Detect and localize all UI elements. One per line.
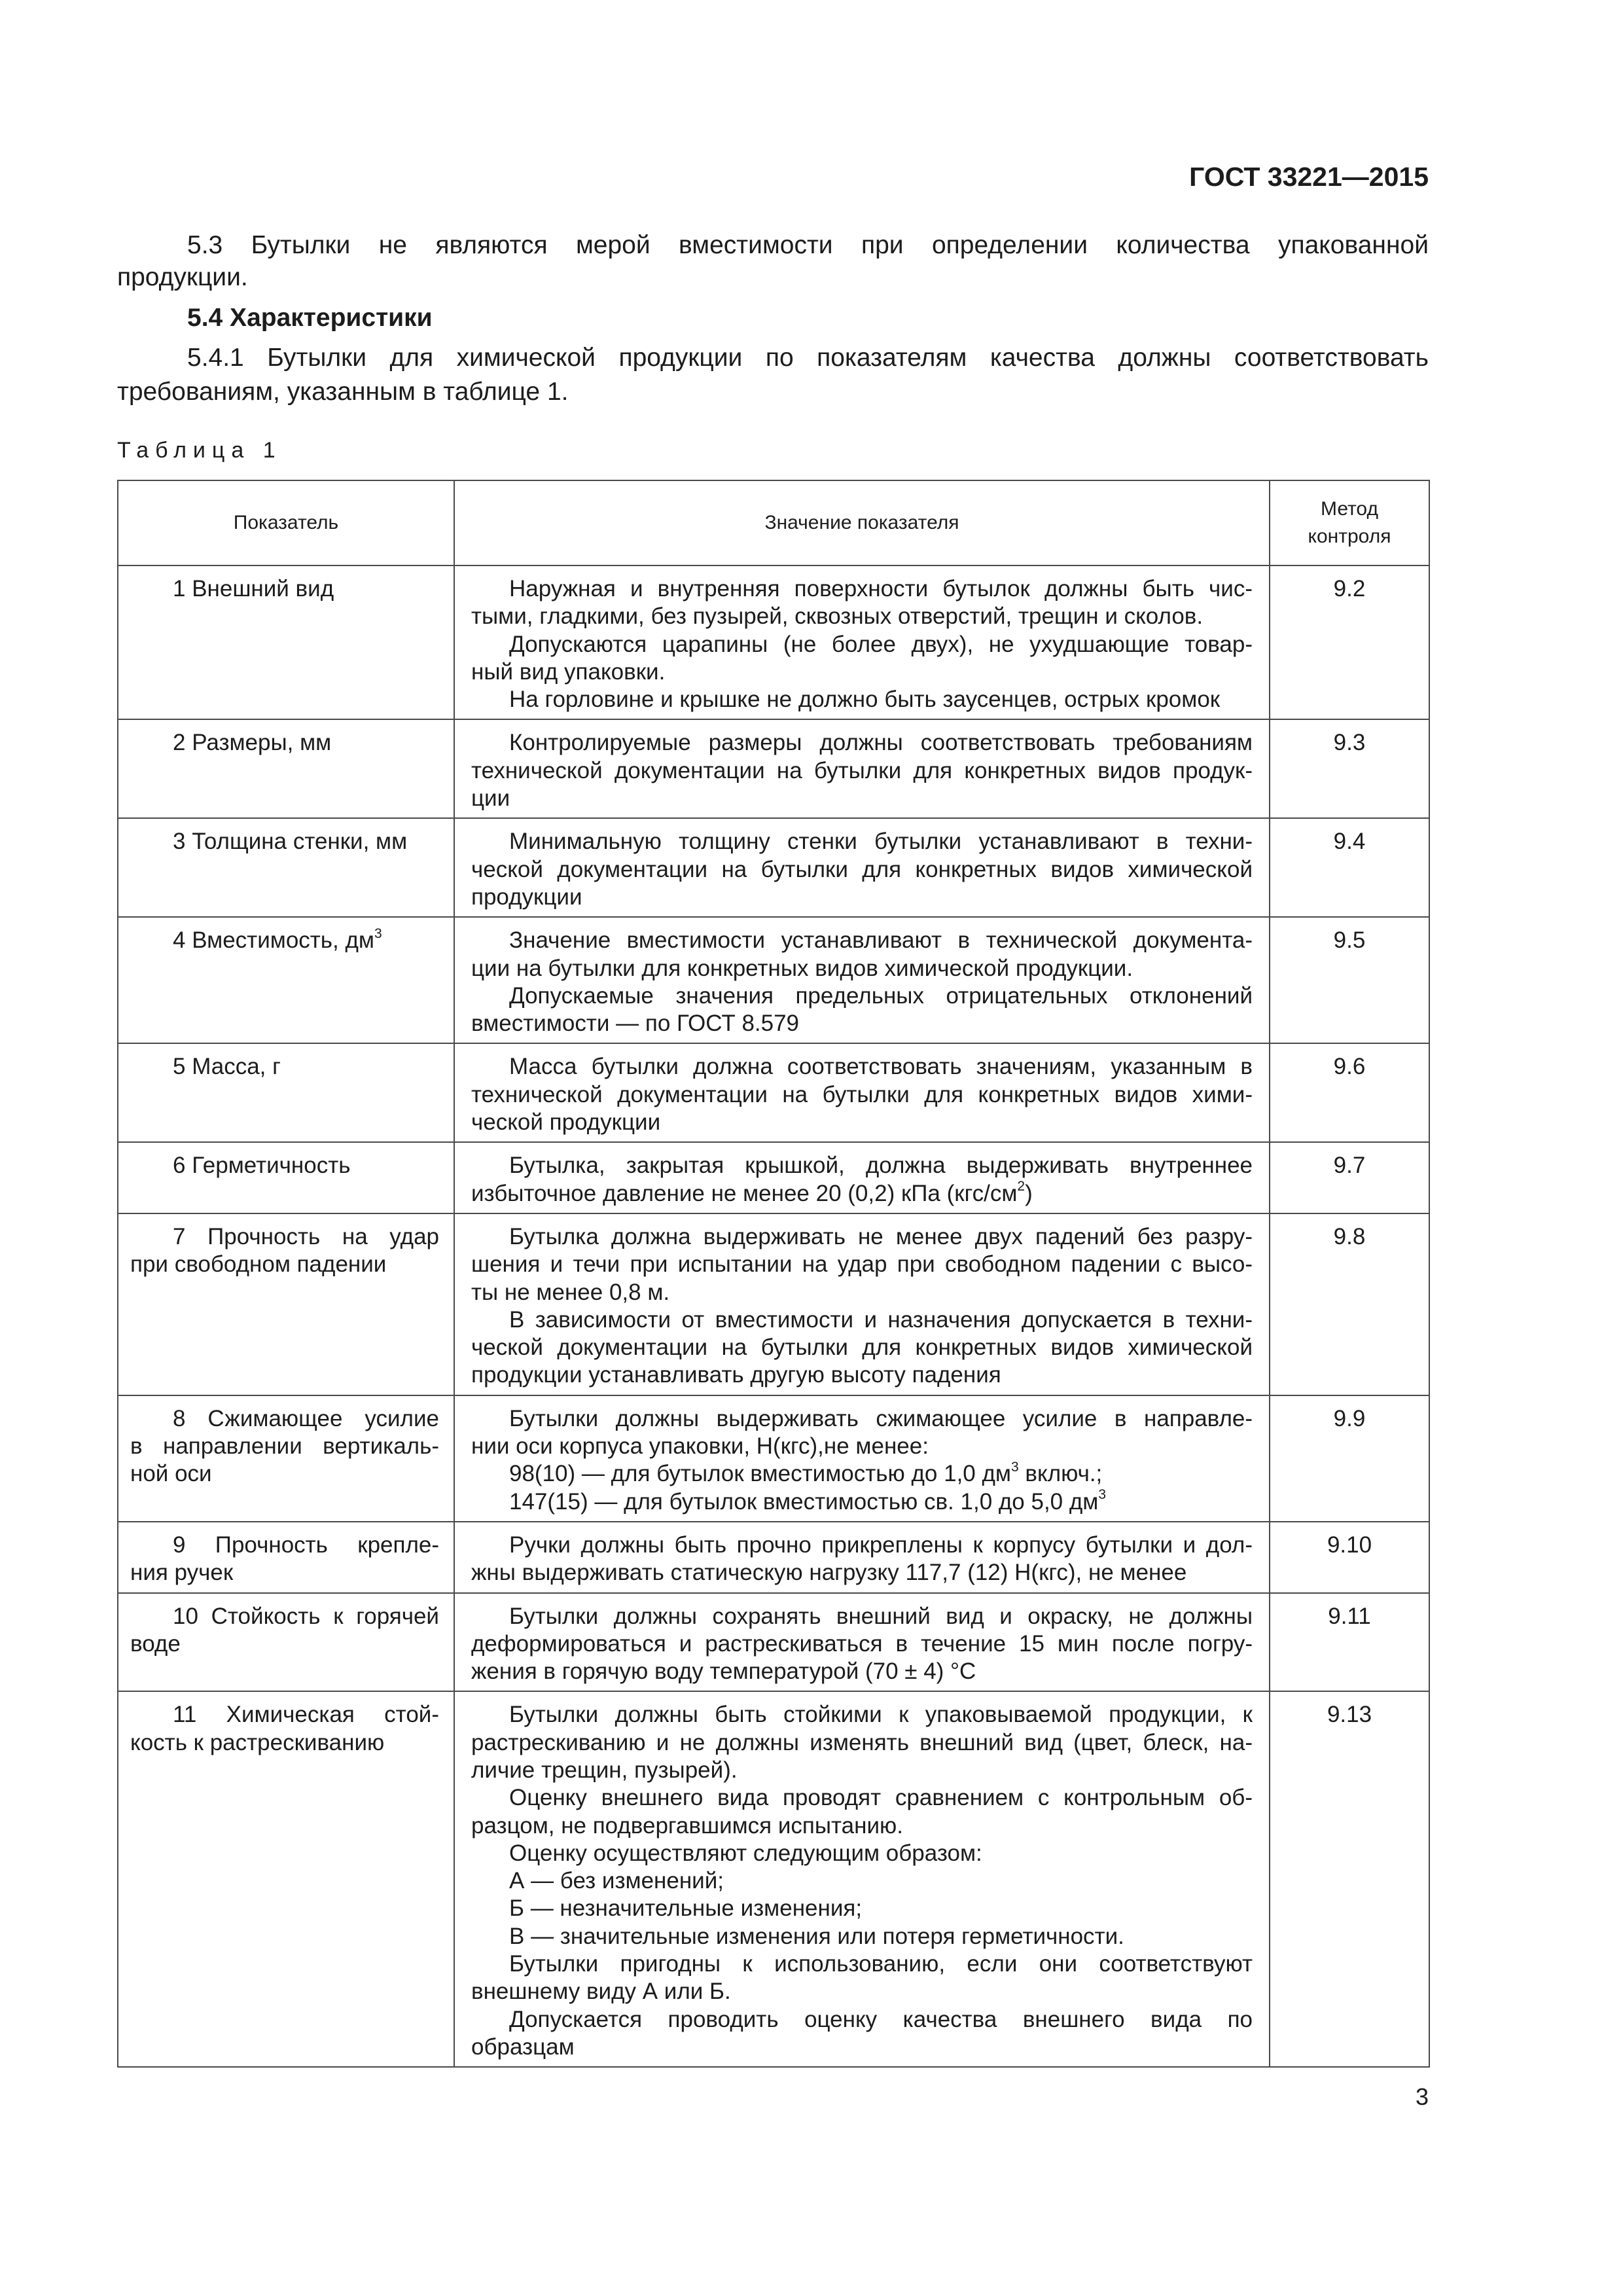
- table-row: [118, 1043, 1429, 1142]
- cell-paragraph: [130, 1223, 439, 1279]
- cell-line: ческой документации на бутылки для конкретных видов химической: [471, 856, 1253, 882]
- cell-line: Значение вместимости устанавливают в технической документа-: [509, 927, 1253, 954]
- cell-paragraph: [471, 927, 1253, 982]
- paragraph-5-3: [117, 229, 1429, 293]
- cell-paragraph: [471, 1603, 1253, 1686]
- table-1: [117, 480, 1430, 2068]
- table-row: [118, 1593, 1429, 1692]
- cell-line: ции: [471, 785, 510, 812]
- line-segment: 147(15) — для бутылок вместимостью св. 1,0 до 5,0 дм: [509, 1488, 1099, 1515]
- method-cell: 9.2: [1270, 565, 1429, 719]
- table-row: [118, 818, 1429, 917]
- cell-line: Бутылка должна выдерживать не менее двух падений без разру-: [509, 1223, 1253, 1249]
- cell-line: продукции устанавливать другую высоту падения: [471, 1362, 1001, 1388]
- paragraph-5-4-1: [117, 341, 1429, 409]
- indicator-cell: [118, 719, 454, 818]
- cell-line: образцам: [471, 2034, 575, 2060]
- cell-paragraph: [471, 1701, 1253, 1784]
- cell-line: Оценку осуществляют следующим образом:: [509, 1840, 982, 1866]
- cell-paragraph: [471, 729, 1253, 812]
- table-body: [118, 565, 1429, 2067]
- cell-line: Допускается проводить оценку качества внешнего вида по: [509, 2006, 1253, 2032]
- cell-line: [130, 927, 439, 954]
- superscript: 3: [374, 925, 382, 941]
- cell-line: при свободном падении: [130, 1251, 387, 1278]
- line-segment: 4 Вместимость, дм: [173, 927, 374, 954]
- cell-line: воде: [130, 1630, 181, 1657]
- value-cell: [454, 1395, 1270, 1522]
- cell-paragraph: [471, 1950, 1253, 2006]
- page-number: 3: [1415, 2083, 1429, 2110]
- method-cell: 9.11: [1270, 1593, 1429, 1692]
- cell-paragraph: [130, 1532, 439, 1587]
- cell-paragraph: [130, 927, 439, 954]
- table-row: [118, 719, 1429, 818]
- cell-paragraph: [130, 1405, 439, 1488]
- cell-line: А — без изменений;: [509, 1868, 724, 1894]
- line-segment: избыточное давление не менее 20 (0,2) кПа (кгс/см: [471, 1180, 1018, 1206]
- table-row: [118, 1395, 1429, 1522]
- cell-line: продукции: [471, 884, 582, 910]
- cell-paragraph: [471, 1840, 1253, 1867]
- table-head: [118, 480, 1429, 565]
- cell-line: нии оси корпуса упаковки, Н(кгс),не менее:: [471, 1433, 929, 1460]
- cell-line: Б — незначительные изменения;: [509, 1895, 863, 1922]
- cell-paragraph: [471, 1405, 1253, 1461]
- line-segment: 98(10) — для бутылок вместимостью до 1,0 дм: [509, 1461, 1011, 1487]
- cell-line: 6 Герметичность: [173, 1153, 351, 1179]
- header-method-line: Метод: [1321, 498, 1378, 520]
- cell-line: Минимальную толщину стенки бутылки устанавливают в техни-: [509, 829, 1253, 855]
- cell-line: В — значительные изменения или потеря герметичности.: [509, 1923, 1124, 1949]
- cell-line: кость к растрескиванию: [130, 1729, 385, 1755]
- cell-paragraph: [471, 631, 1253, 687]
- header-method: [1270, 480, 1429, 565]
- cell-line: разцом, не подвергавшимся испытанию.: [471, 1812, 903, 1839]
- value-cell: [454, 1691, 1270, 2067]
- cell-line: Бутылки должны выдерживать сжимающее усилие в направле-: [509, 1405, 1253, 1431]
- cell-line: личие трещин, пузырей).: [471, 1757, 738, 1783]
- cell-paragraph: [471, 575, 1253, 631]
- cell-line: ной оси: [130, 1461, 212, 1487]
- indicator-cell: [118, 917, 454, 1043]
- cell-paragraph: [130, 1053, 439, 1081]
- cell-paragraph: [471, 982, 1253, 1038]
- cell-line: 10 Стойкость к горячей: [173, 1603, 439, 1629]
- indicator-cell: [118, 1593, 454, 1692]
- cell-paragraph: [471, 686, 1253, 713]
- cell-line: 5 Масса, г: [173, 1054, 281, 1080]
- method-cell: 9.3: [1270, 719, 1429, 818]
- indicator-cell: [118, 1522, 454, 1593]
- cell-line: тыми, гладкими, без пузырей, сквозных отверстий, трещин и сколов.: [471, 603, 1204, 630]
- cell-line: Масса бутылки должна соответствовать значениям, указанным в: [509, 1054, 1253, 1080]
- table-row: [118, 1142, 1429, 1213]
- cell-line: жения в горячую воду температурой (70 ± 4) °С: [471, 1659, 976, 1685]
- cell-line: В зависимости от вместимости и назначения допускается в техни-: [509, 1306, 1253, 1333]
- cell-line: Бутылка, закрытая крышкой, должна выдерживать внутреннее: [509, 1153, 1253, 1179]
- value-cell: [454, 565, 1270, 719]
- cell-paragraph: [471, 1895, 1253, 1922]
- cell-line: На горловине и крышке не должно быть заусенцев, острых кромок: [509, 687, 1221, 713]
- value-cell: [454, 1213, 1270, 1395]
- cell-line: 7 Прочность на удар: [173, 1223, 439, 1249]
- cell-line: жны выдерживать статическую нагрузку 117,7 (12) Н(кгс), не менее: [471, 1560, 1187, 1586]
- cell-paragraph: [471, 828, 1253, 911]
- cell-line: Ручки должны быть прочно прикреплены к корпусу бутылки и дол-: [509, 1532, 1253, 1558]
- value-cell: [454, 818, 1270, 917]
- cell-line: 2 Размеры, мм: [173, 730, 332, 756]
- table-header-row: [118, 480, 1429, 565]
- indicator-cell: [118, 818, 454, 917]
- cell-line: ты не менее 0,8 м.: [471, 1279, 670, 1305]
- cell-paragraph: [471, 1306, 1253, 1390]
- cell-line: шения и течи при испытании на удар при свободном падении с высо-: [471, 1251, 1253, 1278]
- header-method-line: контроля: [1308, 526, 1391, 547]
- cell-paragraph: [471, 1223, 1253, 1306]
- method-cell: 9.13: [1270, 1691, 1429, 2067]
- cell-line: вместимости — по ГОСТ 8.579: [471, 1011, 800, 1037]
- table-row: [118, 1522, 1429, 1593]
- cell-paragraph: [130, 1603, 439, 1659]
- method-cell: 9.5: [1270, 917, 1429, 1043]
- line-segment: включ.;: [1018, 1461, 1103, 1487]
- cell-line: ческой продукции: [471, 1109, 661, 1136]
- cell-line: ный вид упаковки.: [471, 658, 666, 685]
- method-cell: 9.7: [1270, 1142, 1429, 1213]
- indicator-cell: [118, 1043, 454, 1142]
- method-cell: 9.8: [1270, 1213, 1429, 1395]
- superscript: 3: [1010, 1459, 1019, 1475]
- indicator-cell: [118, 565, 454, 719]
- method-cell: 9.9: [1270, 1395, 1429, 1522]
- cell-paragraph: [130, 729, 439, 757]
- table-row: [118, 1213, 1429, 1395]
- value-cell: [454, 917, 1270, 1043]
- header-value: Значение показателя: [454, 480, 1270, 565]
- indicator-cell: [118, 1142, 454, 1213]
- cell-line: 8 Сжимающее усилие: [173, 1405, 439, 1431]
- indicator-cell: [118, 1691, 454, 2067]
- cell-paragraph: [471, 1867, 1253, 1895]
- superscript: 3: [1098, 1486, 1107, 1502]
- value-cell: [454, 1142, 1270, 1213]
- paragraph-line: 5.3 Бутылки не являются мерой вместимости при определении количества упакованной: [187, 231, 1429, 259]
- cell-line: Бутылки должны быть стойкими к упаковываемой продукции, к: [509, 1702, 1253, 1728]
- superscript: 2: [1017, 1178, 1026, 1194]
- cell-line: в направлении вертикаль-: [130, 1433, 439, 1460]
- cell-paragraph: [471, 1488, 1253, 1516]
- method-cell: 9.10: [1270, 1522, 1429, 1593]
- cell-line: 9 Прочность крепле-: [173, 1532, 439, 1558]
- cell-paragraph: [130, 575, 439, 603]
- method-cell: 9.4: [1270, 818, 1429, 917]
- cell-line: 3 Толщина стенки, мм: [173, 829, 408, 855]
- cell-line: ния ручек: [130, 1560, 234, 1586]
- cell-paragraph: [471, 1784, 1253, 1840]
- cell-line: Контролируемые размеры должны соответствовать требованиям: [509, 730, 1253, 756]
- cell-line: [471, 1180, 1253, 1208]
- cell-paragraph: [130, 828, 439, 855]
- paragraph-line: 5.4.1 Бутылки для химической продукции по показателям качества должны соответствовать: [187, 344, 1429, 372]
- cell-paragraph: [471, 1460, 1253, 1488]
- cell-line: внешнему виду А или Б.: [471, 1979, 731, 2005]
- document-code: ГОСТ 33221—2015: [1189, 162, 1429, 192]
- paragraph-line: требованиям, указанным в таблице 1.: [117, 378, 569, 406]
- cell-paragraph: [471, 1532, 1253, 1587]
- table-row: [118, 917, 1429, 1043]
- cell-line: Оценку внешнего вида проводят сравнением с контрольным об-: [509, 1785, 1253, 1811]
- cell-line: ческой документации на бутылки для конкретных видов химической: [471, 1335, 1253, 1361]
- table-row: [118, 1691, 1429, 2067]
- method-cell: 9.6: [1270, 1043, 1429, 1142]
- cell-paragraph: [130, 1152, 439, 1179]
- cell-line: [471, 1488, 1253, 1516]
- cell-paragraph: [471, 2006, 1253, 2062]
- indicator-cell: [118, 1395, 454, 1522]
- table-row: [118, 565, 1429, 719]
- cell-line: Допускаемые значения предельных отрицательных отклонений: [509, 982, 1253, 1009]
- cell-line: 1 Внешний вид: [173, 576, 334, 601]
- paragraph-line: продукции.: [117, 263, 248, 291]
- cell-paragraph: [471, 1053, 1253, 1136]
- section-heading-5-4: 5.4 Характеристики: [187, 304, 433, 332]
- cell-line: деформироваться и растрескиваться в течение 15 мин после погру-: [471, 1630, 1253, 1657]
- value-cell: [454, 1043, 1270, 1142]
- table-caption: Таблица 1: [117, 438, 282, 463]
- cell-line: технической документации на бутылки для конкретных видов продук-: [471, 757, 1253, 783]
- value-cell: [454, 1593, 1270, 1692]
- cell-line: [471, 1460, 1253, 1488]
- header-indicator: Показатель: [118, 480, 454, 565]
- cell-line: ции на бутылки для конкретных видов химической продукции.: [471, 955, 1133, 981]
- cell-line: технической документации на бутылки для конкретных видов хими-: [471, 1081, 1253, 1107]
- cell-paragraph: [471, 1152, 1253, 1208]
- value-cell: [454, 1522, 1270, 1593]
- cell-line: Бутылки пригодны к использованию, если они соответствуют: [509, 1951, 1253, 1977]
- indicator-cell: [118, 1213, 454, 1395]
- cell-line: 11 Химическая стой-: [173, 1702, 439, 1728]
- cell-line: Наружная и внутренняя поверхности бутылок должны быть чис-: [509, 576, 1253, 601]
- line-segment: ): [1025, 1180, 1033, 1206]
- value-cell: [454, 719, 1270, 818]
- cell-paragraph: [471, 1923, 1253, 1950]
- cell-paragraph: [130, 1701, 439, 1757]
- cell-line: Бутылки должны сохранять внешний вид и окраску, не должны: [509, 1603, 1253, 1629]
- cell-line: Допускаются царапины (не более двух), не ухудшающие товар-: [509, 631, 1253, 657]
- cell-line: растрескиванию и не должны изменять внешний вид (цвет, блеск, на-: [471, 1729, 1253, 1755]
